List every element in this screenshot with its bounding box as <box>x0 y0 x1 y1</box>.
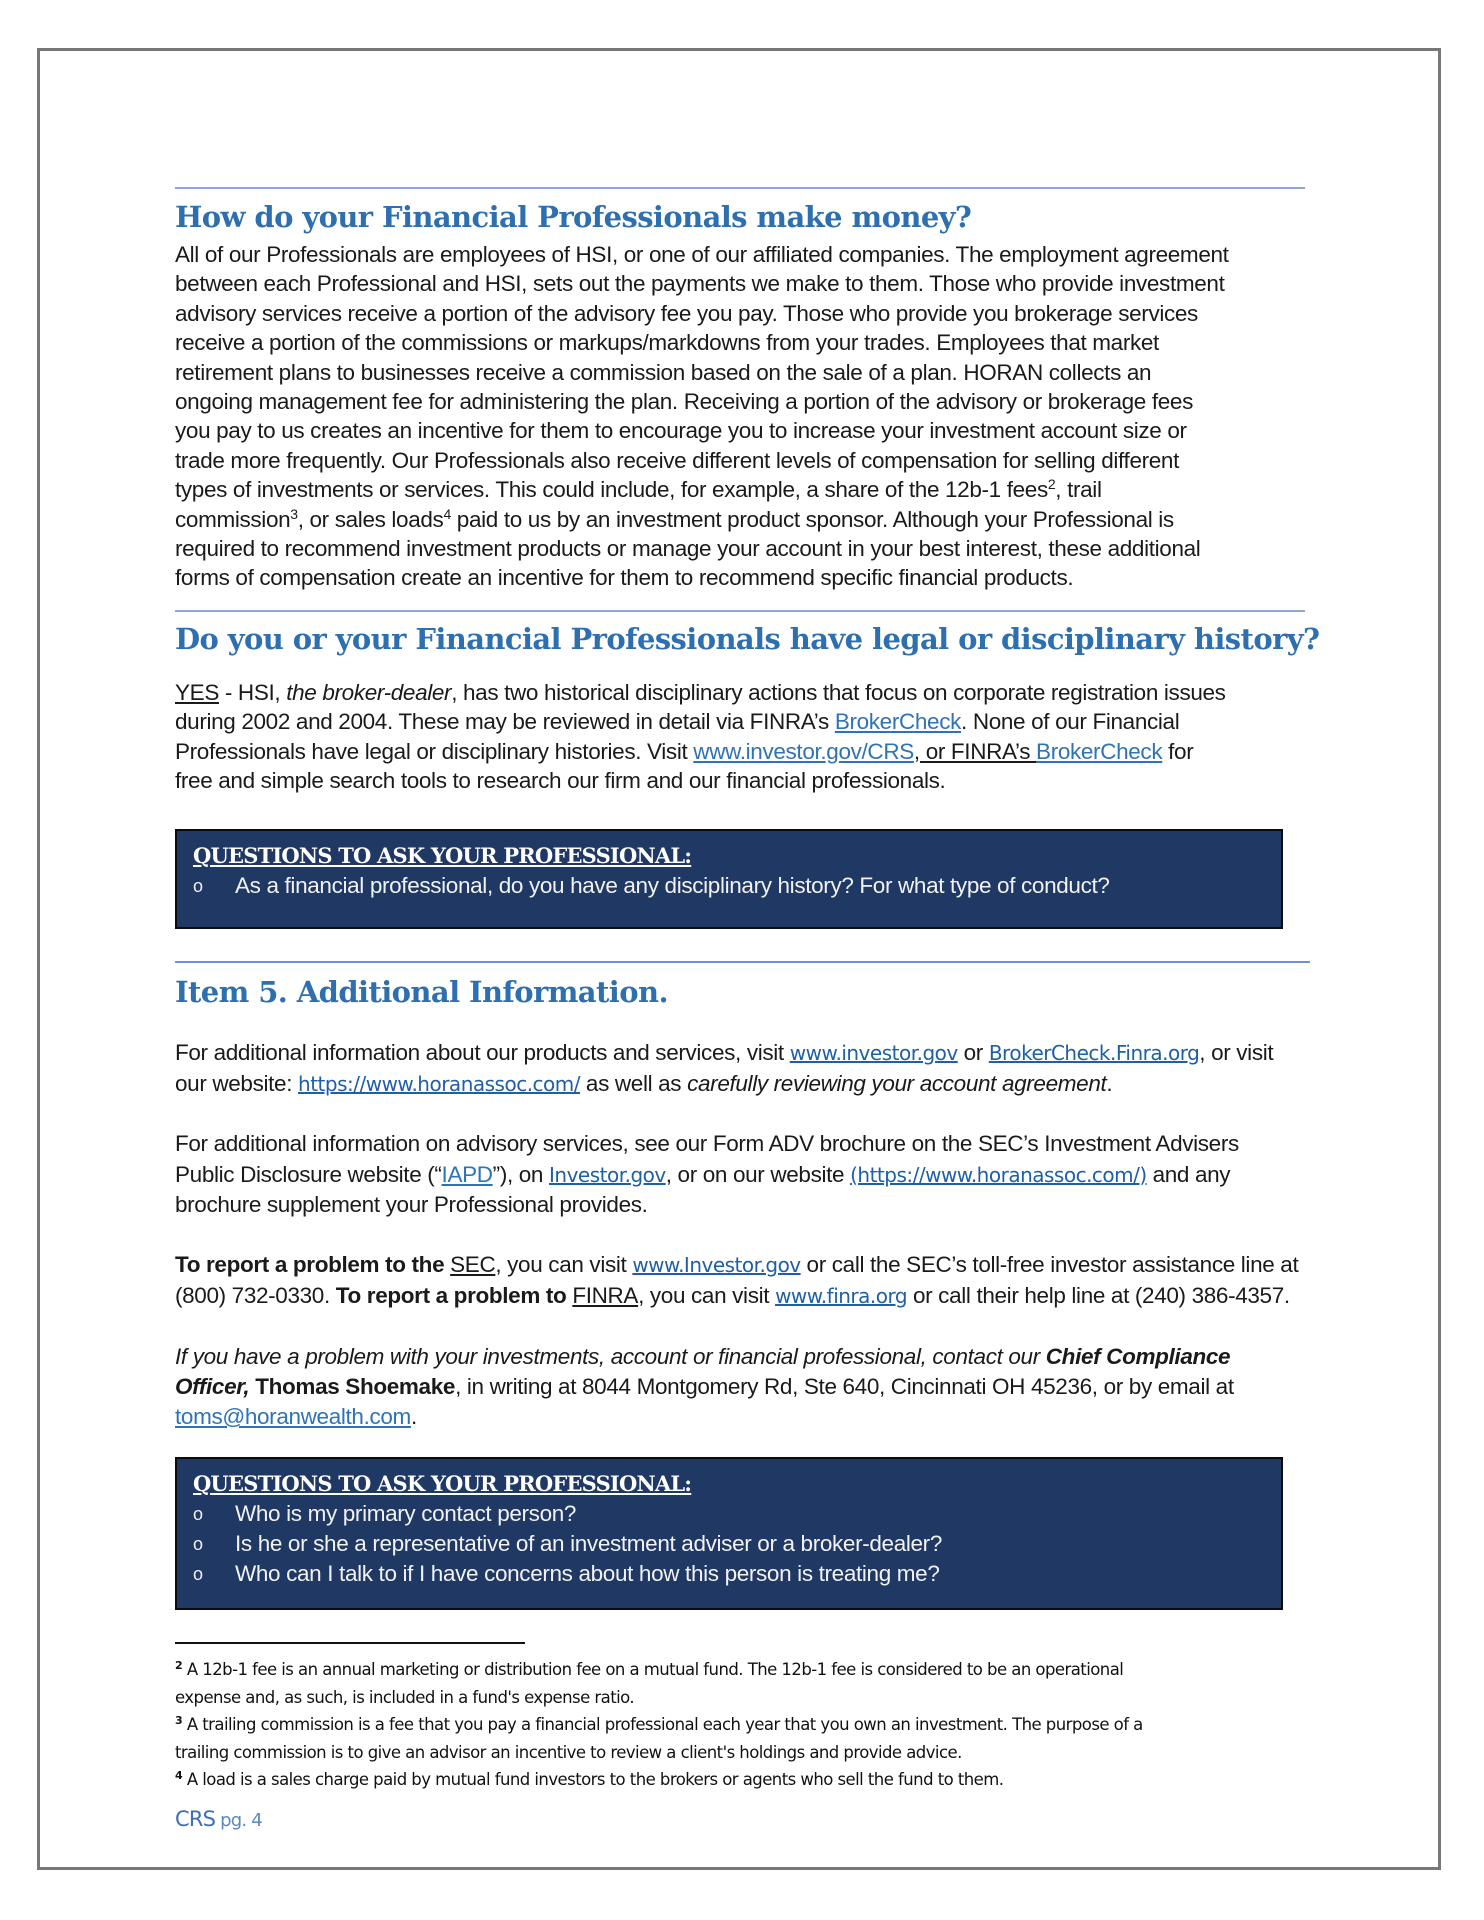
paragraph-line <box>175 1069 1273 1100</box>
paragraph-line: advisory services receive a portion of the advisory fee you pay. Those who provide you brokerage services <box>175 300 1198 326</box>
paragraph-line: retirement plans to businesses receive a commission based on the sale of a plan. HORAN collects an <box>175 359 1152 385</box>
paragraph-line <box>175 707 1226 736</box>
text: , or sales loads <box>297 506 444 532</box>
disciplinary-paragraph <box>175 678 1226 796</box>
iapd-link[interactable]: IAPD <box>441 1161 493 1187</box>
question-item <box>193 1559 1265 1589</box>
footnote-ref-4[interactable]: 4 <box>443 505 451 522</box>
text: , you can visit <box>495 1252 633 1277</box>
investor-gov-link[interactable]: www.Investor.gov <box>632 1253 801 1277</box>
circle-bullet-icon: o <box>193 1564 203 1584</box>
paragraph-line <box>175 1342 1234 1372</box>
section-heading-additional-info: Item 5. Additional Information. <box>175 975 668 1009</box>
paragraph-line <box>175 1372 1234 1402</box>
text: , or FINRA’s <box>913 738 1037 764</box>
text: A 12b-1 fee is an annual marketing or distribution fee on a mutual fund. The 12b-1 fee is considered to be an operational <box>186 1660 1124 1679</box>
footnote-3-cont: trailing commission is to give an advisor an incentive to review a client's holdings and provide advice. <box>175 1742 962 1762</box>
text: A trailing commission is a fee that you pay a financial professional each year that you own an investment. The purpose of a <box>186 1715 1143 1734</box>
section-heading-disciplinary: Do you or your Financial Professionals have legal or disciplinary history? <box>175 622 1320 656</box>
questions-box-title: QUESTIONS TO ASK YOUR PROFESSIONAL: <box>193 1471 692 1496</box>
question-item <box>193 871 1265 901</box>
email-link[interactable]: toms@horanwealth.com <box>175 1404 411 1429</box>
paragraph-line: ongoing management fee for administering the plan. Receiving a portion of the advisory or brokerage fees <box>175 389 1193 415</box>
text: A load is a sales charge paid by mutual fund investors to the brokers or agents who sell the fund to them. <box>186 1770 1004 1789</box>
text: Chief Compliance <box>1045 1344 1231 1369</box>
text: , or visit <box>1199 1040 1274 1065</box>
section-divider <box>175 961 1310 963</box>
text: during 2002 and 2004. These may be reviewed in detail via FINRA’s <box>175 709 835 735</box>
compensation-paragraph <box>175 240 1229 593</box>
text: Officer, <box>175 1374 250 1399</box>
text: for <box>1162 738 1194 764</box>
questions-box <box>175 1457 1283 1610</box>
investor-gov-link[interactable]: Investor.gov <box>549 1162 666 1187</box>
text: commission <box>175 506 291 532</box>
circle-bullet-icon: o <box>193 1534 203 1554</box>
text: as well as <box>580 1070 688 1096</box>
report-problem-paragraph <box>175 1250 1298 1311</box>
question-text: Who can I talk to if I have concerns about how this person is treating me? <box>235 1561 940 1586</box>
text: . <box>1106 1070 1113 1096</box>
investor-gov-link[interactable]: www.investor.gov <box>789 1041 958 1065</box>
text: , in writing at 8044 Montgomery Rd, Ste 640, Cincinnati OH 45236, or by email at <box>455 1374 1234 1399</box>
paragraph-line <box>175 1250 1298 1281</box>
text: SEC <box>450 1252 496 1277</box>
footnote-separator <box>175 1642 525 1644</box>
paragraph-line: For additional information on advisory services, see our Form ADV brochure on the SEC’s Investment Advisers <box>175 1131 1239 1156</box>
text: the broker-dealer <box>286 680 452 705</box>
finra-link[interactable]: www.finra.org <box>775 1283 908 1308</box>
text: or <box>957 1040 989 1065</box>
horanassoc-website-link[interactable]: https://www.horanassoc.com/ <box>298 1071 581 1096</box>
paragraph-line: receive a portion of the commissions or markups/markdowns from your trades. Employees that market <box>175 330 1159 356</box>
paragraph-line: All of our Professionals are employees of HSI, or one of our affiliated companies. The employment agreement <box>175 242 1229 267</box>
advisory-services-paragraph <box>175 1129 1239 1221</box>
footnote-3 <box>175 1711 1325 1739</box>
question-text: Is he or she a representative of an investment adviser or a broker-dealer? <box>235 1531 942 1556</box>
text: . <box>410 1404 417 1429</box>
text: . None of our Financial <box>961 709 1180 735</box>
paragraph-line <box>175 475 1229 504</box>
text: paid to us by an investment product sponsor. Although your Professional is <box>450 506 1174 532</box>
brokercheck-link[interactable]: BrokerCheck <box>834 709 962 735</box>
sec-phone: (800) 732-0330. <box>175 1282 336 1308</box>
text: - HSI, <box>218 680 287 705</box>
yes-answer: YES <box>175 680 219 705</box>
circle-bullet-icon: o <box>193 876 203 896</box>
text: , or on our website <box>665 1161 851 1187</box>
paragraph-line: trade more frequently. Our Professionals also receive different levels of compensation for selling different <box>175 447 1179 473</box>
footnote-number: 4 <box>175 1769 183 1782</box>
paragraph-line: brochure supplement your Professional provides. <box>175 1192 648 1217</box>
paragraph-line: between each Professional and HSI, sets out the payments we make to them. Those who provide investment <box>175 271 1225 297</box>
text: or call the SEC’s toll-free investor assistance line at <box>800 1252 1299 1277</box>
footnote-2-cont: expense and, as such, is included in a fund's expense ratio. <box>175 1687 635 1707</box>
investor-gov-crs-link[interactable]: www.investor.gov/CRS <box>693 738 914 764</box>
section-divider <box>175 187 1305 189</box>
paragraph-line <box>175 737 1226 766</box>
compliance-contact-paragraph <box>175 1342 1234 1432</box>
text: , has two historical disciplinary actions that focus on corporate registration issues <box>451 680 1226 705</box>
circle-bullet-icon: o <box>193 1504 203 1524</box>
paragraph-line: free and simple search tools to research our firm and our financial professionals. <box>175 768 946 794</box>
questions-box <box>175 829 1283 929</box>
brokercheck-link[interactable]: BrokerCheck <box>1036 738 1163 764</box>
question-item <box>193 1529 1265 1559</box>
page-number <box>175 1807 262 1831</box>
footnote-ref-3[interactable]: 3 <box>290 505 298 522</box>
footnote-number: 3 <box>175 1714 183 1727</box>
compliance-officer-name: Thomas Shoemake <box>249 1374 456 1399</box>
section-divider <box>175 610 1305 612</box>
question-text: As a financial professional, do you have any disciplinary history? For what type of conduct? <box>235 873 1110 898</box>
text: and any <box>1146 1161 1231 1187</box>
text: ”), on <box>492 1161 549 1187</box>
text: Public Disclosure website (“ <box>175 1161 442 1187</box>
text: , you can visit <box>638 1282 776 1308</box>
text: , trail <box>1055 477 1102 503</box>
paragraph-line <box>175 1281 1298 1312</box>
paragraph-line: forms of compensation create an incentive for them to recommend specific financial products. <box>175 565 1074 591</box>
paragraph-line <box>175 1402 1234 1432</box>
paragraph-line: you pay to us creates an incentive for them to encourage you to increase your investment account size or <box>175 418 1187 444</box>
paragraph-line <box>175 1160 1239 1191</box>
footnote-2 <box>175 1656 1325 1684</box>
text: our website: <box>175 1070 299 1096</box>
questions-box-title: QUESTIONS TO ASK YOUR PROFESSIONAL: <box>193 843 692 868</box>
question-item <box>193 1499 1265 1529</box>
text: types of investments or services. This could include, for example, a share of the 12b-1 fees <box>175 477 1048 503</box>
footnote-ref-2[interactable]: 2 <box>1047 476 1056 493</box>
footnote-number: 2 <box>175 1659 183 1672</box>
question-text: Who is my primary contact person? <box>235 1501 577 1526</box>
page-number-label: pg. 4 <box>215 1810 262 1831</box>
horanassoc-website-link[interactable]: (https://www.horanassoc.com/) <box>850 1162 1147 1187</box>
additional-info-paragraph <box>175 1038 1273 1099</box>
text: carefully reviewing your account agreement <box>687 1070 1107 1096</box>
brokercheck-finra-link[interactable]: BrokerCheck.Finra.org <box>988 1041 1200 1065</box>
text: If you have a problem with your investments, account or financial professional, contact our <box>175 1344 1046 1369</box>
section-heading-compensation: How do your Financial Professionals make money? <box>175 200 972 234</box>
text: Professionals have legal or disciplinary histories. Visit <box>175 738 694 764</box>
text: To report a problem to <box>335 1282 573 1308</box>
paragraph-line <box>175 678 1226 707</box>
footnote-4 <box>175 1766 1325 1794</box>
paragraph-line: required to recommend investment products or manage your account in your best interest, these additional <box>175 536 1201 562</box>
paragraph-line <box>175 1038 1273 1069</box>
paragraph-line <box>175 505 1229 534</box>
page-number-prefix: CRS <box>175 1807 216 1831</box>
text: FINRA <box>572 1282 639 1308</box>
text: or call their help line at (240) 386-4357. <box>907 1282 1290 1308</box>
footnotes <box>175 1656 1325 1794</box>
text: For additional information about our products and services, visit <box>175 1040 790 1065</box>
text: To report a problem to the <box>175 1252 451 1277</box>
